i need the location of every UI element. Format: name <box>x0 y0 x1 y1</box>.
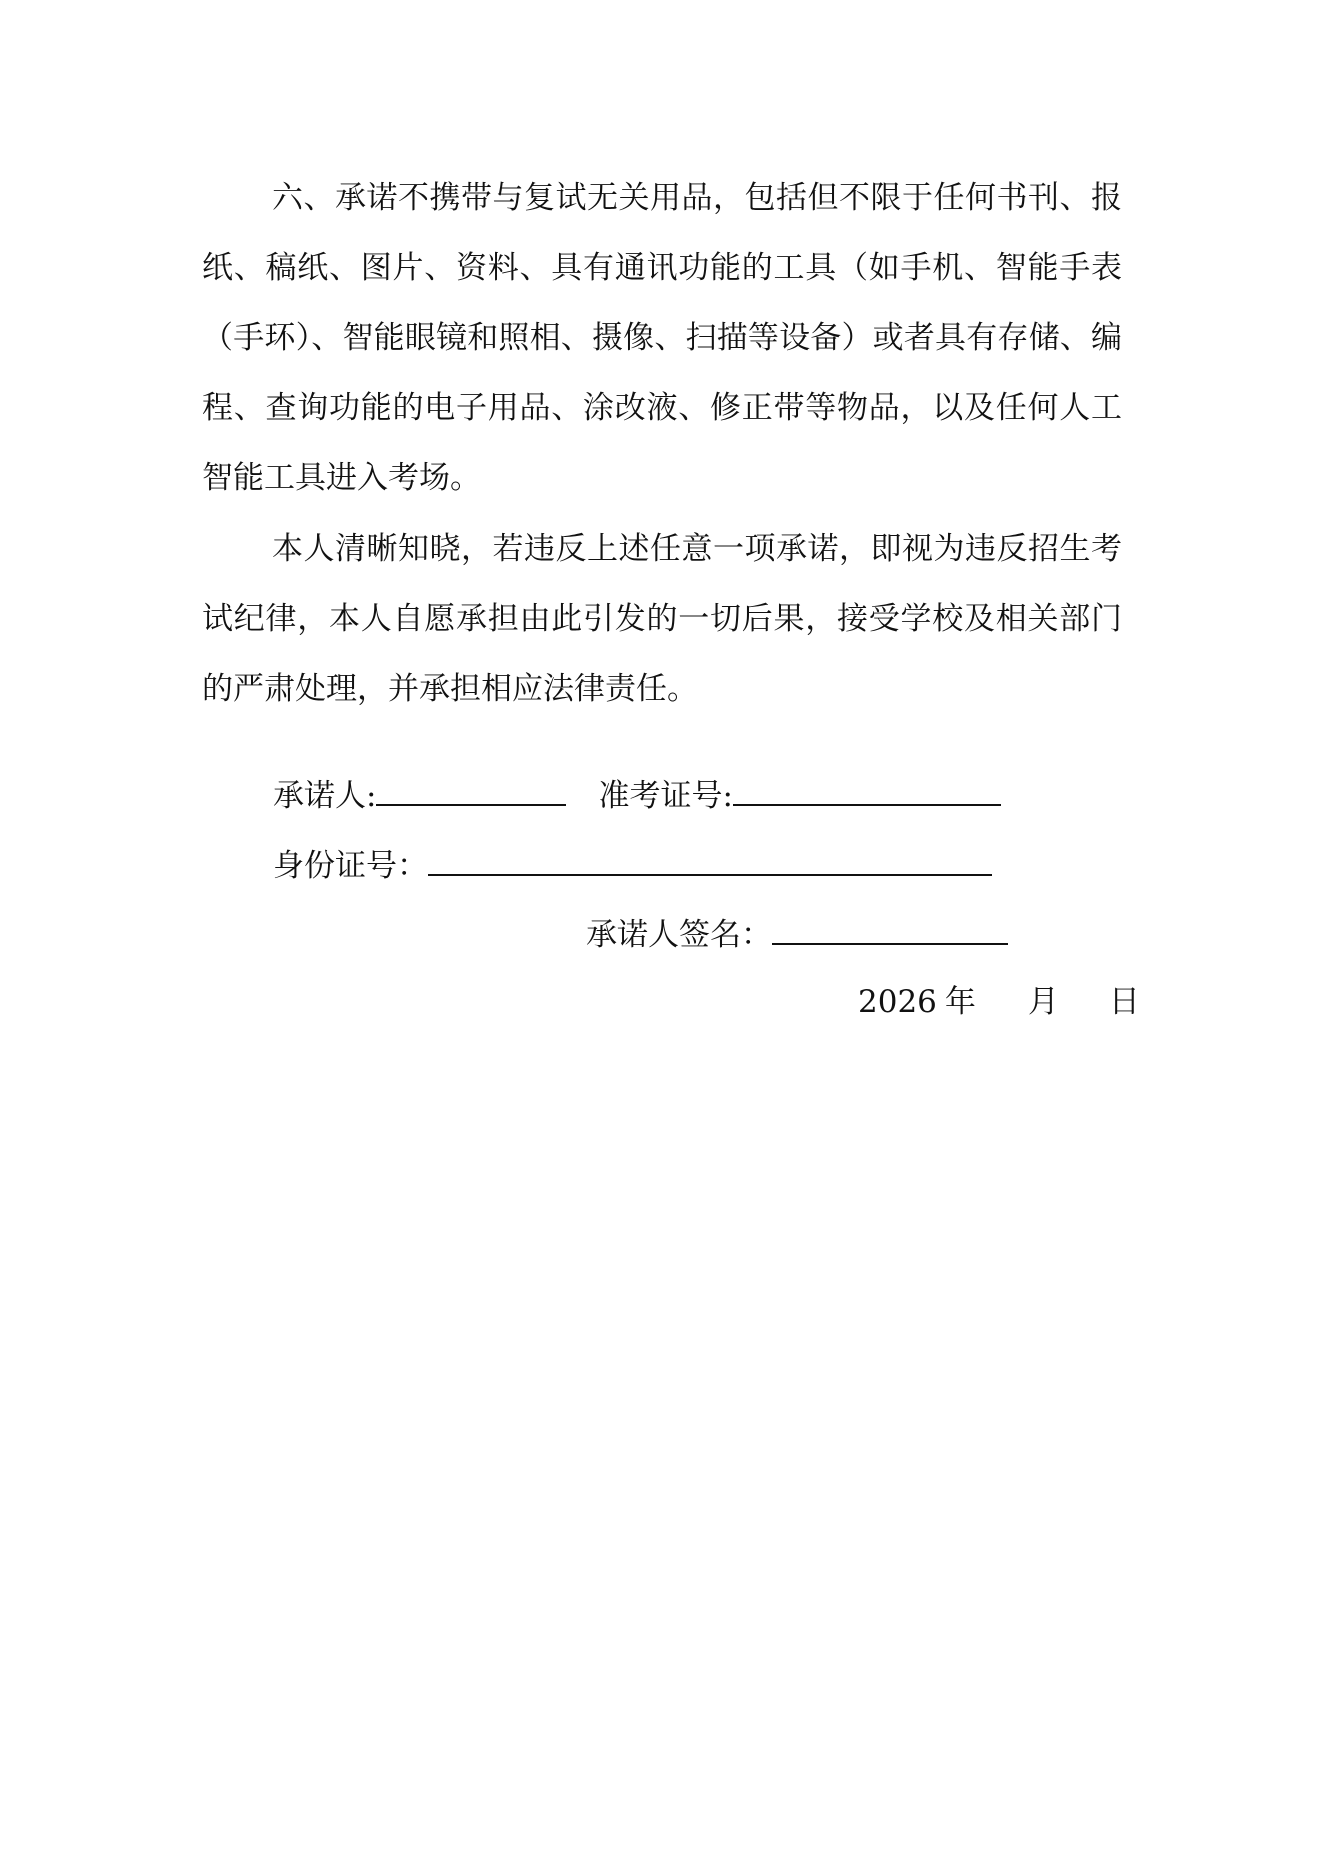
signature-field[interactable] <box>772 913 1008 945</box>
id-number-row <box>273 844 992 886</box>
date-day-unit: 日 <box>1108 984 1140 1020</box>
promisor-row <box>273 774 1001 816</box>
signature-row <box>586 913 1008 955</box>
acknowledgement-paragraph: 本人清晰知晓，若违反上述任意一项承诺，即视为违反招生考试纪律，本人自愿承担由此引发的一切后果，接受学校及相关部门的严肃处理，并承担相应法律责任。 <box>202 531 1122 707</box>
signature-label: 承诺人签名： <box>586 917 772 953</box>
promisor-label: 承诺人: <box>273 778 377 814</box>
commitment-paragraph-six: 六、承诺不携带与复试无关用品，包括但不限于任何书刊、报纸、稿纸、图片、资料、具有通讯功能的工具（如手机、智能手表（手环）、智能眼镜和照相、摄像、扫描等设备）或者具有存储、编程、查询功能的电子用品、涂改液、修正带等物品，以及任何人工智能工具进入考场。 <box>202 180 1122 496</box>
date-row <box>858 982 1140 1022</box>
date-month-unit: 月 <box>1027 984 1059 1020</box>
admission-number-label: 准考证号: <box>598 778 733 814</box>
admission-number-field[interactable] <box>733 774 1001 806</box>
id-number-field[interactable] <box>428 844 992 876</box>
id-number-label: 身份证号： <box>273 848 428 884</box>
promisor-field[interactable] <box>376 774 566 806</box>
date-year: 2026 <box>858 984 937 1020</box>
date-year-unit: 年 <box>944 984 976 1020</box>
